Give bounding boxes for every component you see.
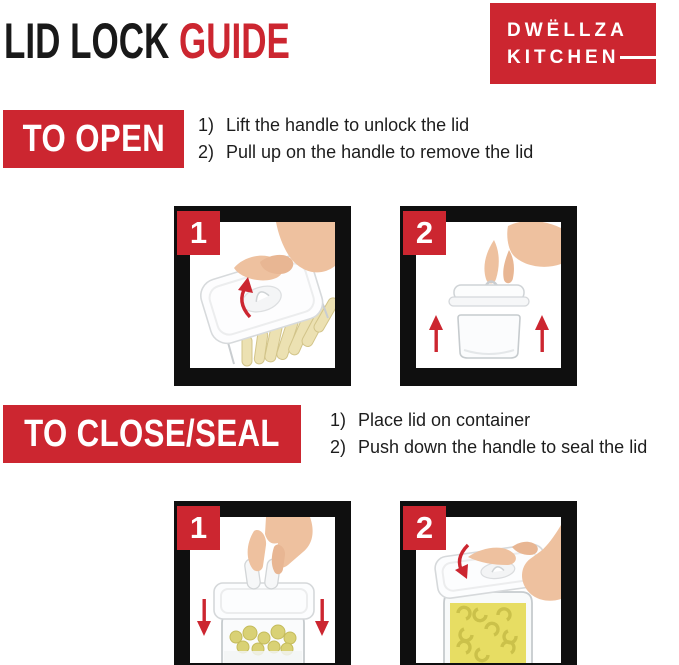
container-with-macaroni <box>444 592 532 663</box>
figure-open-step2 <box>400 206 577 386</box>
figure-badge: 2 <box>403 506 446 550</box>
section-close-heading: TO CLOSE/SEAL <box>24 412 280 455</box>
close-steps-list <box>330 407 647 461</box>
container-empty <box>458 315 520 358</box>
figure-badge: 1 <box>177 211 220 255</box>
brand-dash <box>620 56 656 59</box>
step-number: 1) <box>330 410 347 430</box>
figure-close-step2 <box>400 501 577 665</box>
brand-logo <box>490 3 656 84</box>
section-close-banner <box>3 405 301 463</box>
step-number: 1) <box>198 115 215 135</box>
arrow-down-icon <box>315 599 329 636</box>
step-number: 2) <box>198 142 215 162</box>
close-step-1 <box>330 407 647 434</box>
arrow-up-icon <box>535 315 549 352</box>
figure-close-step1 <box>174 501 351 665</box>
open-steps-list <box>198 112 533 166</box>
container-lid <box>214 558 314 619</box>
step-text: Pull up on the handle to remove the lid <box>226 142 534 162</box>
page-title <box>4 13 290 69</box>
step-text: Lift the handle to unlock the lid <box>226 115 470 135</box>
hand <box>248 517 313 574</box>
container-lid <box>449 285 529 306</box>
figure-badge: 1 <box>177 506 220 550</box>
close-step-2 <box>330 434 647 461</box>
open-step-2 <box>198 139 533 166</box>
figure-badge: 2 <box>403 211 446 255</box>
figure-open-step1 <box>174 206 351 386</box>
title-black-text: LID LOCK <box>4 13 170 69</box>
brand-name-row2 <box>507 44 656 71</box>
hand <box>484 222 561 284</box>
brand-name-line1: DWËLLZA <box>507 20 628 41</box>
arrow-down-icon <box>197 599 211 636</box>
section-open-heading: TO OPEN <box>22 117 165 160</box>
section-open-banner <box>3 110 184 168</box>
step-number: 2) <box>330 437 347 457</box>
step-text: Push down the handle to seal the lid <box>358 437 648 457</box>
hand <box>234 222 335 280</box>
arrow-up-icon <box>429 315 443 352</box>
brand-name-line2: KITCHEN <box>507 47 620 68</box>
title-red-text: GUIDE <box>179 13 290 69</box>
open-step-1 <box>198 112 533 139</box>
step-text: Place lid on container <box>358 410 531 430</box>
container-with-pasta <box>222 614 304 663</box>
